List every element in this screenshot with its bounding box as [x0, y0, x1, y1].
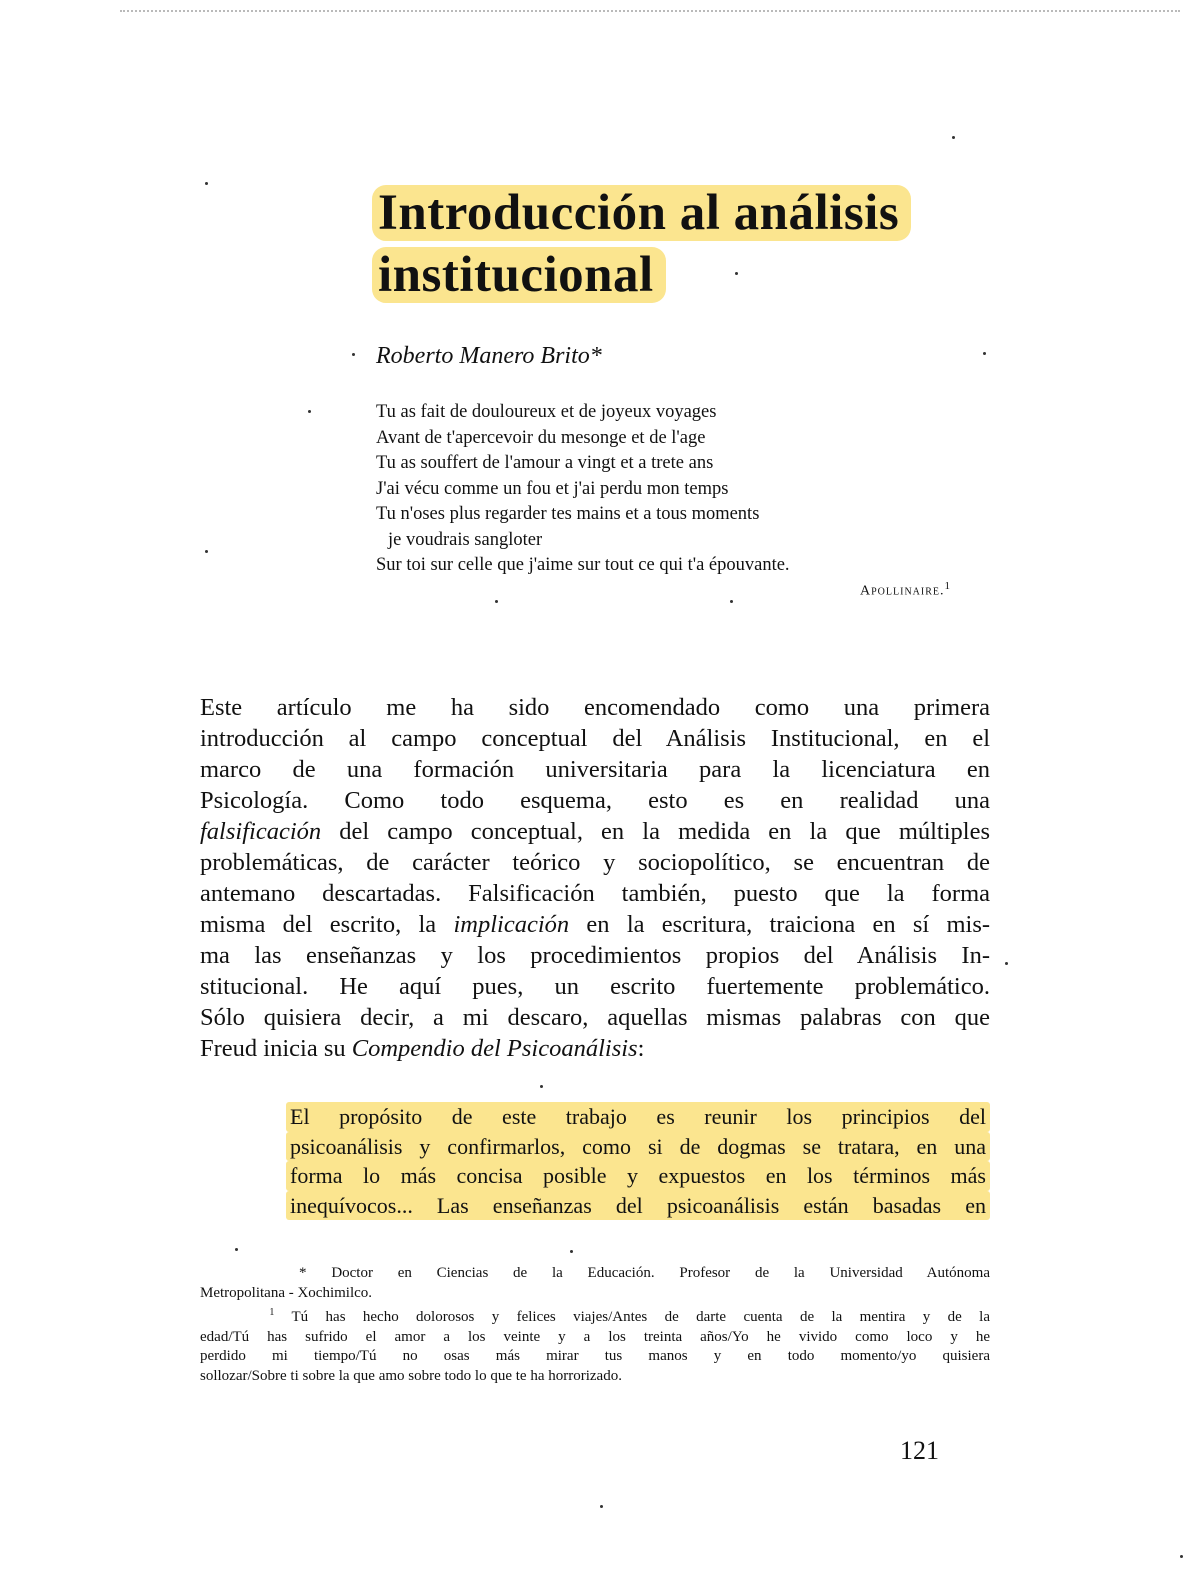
scan-speck: [1180, 1555, 1183, 1558]
footnote-star-line: Metropolitana - Xochimilco.: [200, 1284, 373, 1301]
footnotes: [200, 1264, 990, 1386]
emphasis: falsificación: [200, 818, 322, 845]
scan-speck: [352, 353, 355, 356]
footnote-star-line: * Doctor en Ciencias de la Educación. Profesor de la Universidad Autónoma: [299, 1265, 991, 1281]
footnote-reference: 1: [944, 580, 951, 592]
footnote-one-line: sollozar/Sobre ti sobre la que amo sobre todo lo que te ha horrorizado.: [200, 1367, 622, 1384]
footnote-one-line: perdido mi tiempo/Tú no osas más mirar tus manos y en todo momento/yo quisiera: [200, 1348, 990, 1364]
footnote-mark: *: [299, 1265, 307, 1281]
quote-line: psicoanálisis y confirmarlos, como si de dogmas se tratara, en una: [286, 1132, 990, 1162]
body-line: falsificación del campo conceptual, en la medida en la que múltiples: [200, 818, 991, 845]
body-line: Freud inicia su Compendio del Psicoanálisis:: [200, 1035, 645, 1062]
scan-speck: [952, 136, 955, 139]
body-line: marco de una formación universitaria para la licenciatura en: [200, 756, 990, 783]
footnote-one-line: $^1$ Tú has hecho dolorosos y felices viajes/Antes de darte cuenta de la mentira y de la: [269, 1307, 990, 1325]
body-text: [200, 692, 990, 1064]
epigraph-line: je voudrais sangloter: [388, 529, 543, 550]
scan-speck: [730, 600, 733, 603]
body-line: antemano descartadas. Falsificación también, puesto que la forma: [200, 880, 990, 907]
scan-speck: [983, 352, 986, 355]
scan-speck: [205, 550, 208, 553]
title-line-2: institucional: [372, 247, 666, 303]
scan-noise-top: [120, 10, 1180, 20]
body-line: misma del escrito, la implicación en la escritura, traiciona en sí mis-: [200, 911, 991, 938]
author-name: Roberto Manero Brito*: [376, 343, 602, 369]
epigraph-line: Tu as souffert de l'amour a vingt et a trete ans: [376, 453, 714, 473]
body-line: stitucional. He aquí pues, un escrito fuertemente problemático.: [200, 973, 990, 1000]
footnote-mark: 1: [269, 1307, 275, 1318]
quote-line: forma lo más concisa posible y expuestos en los términos más: [286, 1161, 990, 1191]
book-title: Compendio del Psicoanálisis: [351, 1035, 638, 1062]
scan-speck: [600, 1505, 603, 1508]
body-line: Sólo quisiera decir, a mi descaro, aquellas mismas palabras con que: [200, 1004, 990, 1031]
article-title: [372, 182, 1012, 306]
quote-line: inequívocos... Las enseñanzas del psicoanálisis están basadas en: [286, 1191, 990, 1221]
scan-speck: [495, 600, 498, 603]
body-line: ma las enseñanzas y los procedimientos propios del Análisis In-: [200, 942, 990, 969]
epigraph-line: Avant de t'apercevoir du mesonge et de l'age: [376, 427, 706, 448]
block-quote: [286, 1102, 990, 1220]
body-line: problemáticas, de carácter teórico y sociopolítico, se encuentran de: [200, 849, 990, 876]
body-line: Este artículo me ha sido encomendado como una primera: [200, 694, 990, 721]
body-line: Psicología. Como todo esquema, esto es en realidad una: [200, 787, 990, 814]
quote-line: El propósito de este trabajo es reunir los principios del: [286, 1102, 990, 1132]
title-line-1: Introducción al análisis: [372, 185, 911, 241]
epigraph: [376, 400, 996, 579]
emphasis: implicación: [453, 911, 570, 938]
scan-speck: [570, 1250, 573, 1253]
body-line: introducción al campo conceptual del Análisis Institucional, en el: [200, 725, 990, 752]
epigraph-author: Apollinaire.: [860, 583, 945, 599]
epigraph-line: Sur toi sur celle que j'aime sur tout ce qui t'a épouvante.: [376, 555, 790, 575]
epigraph-line: Tu n'oses plus regarder tes mains et a tous moments: [376, 504, 760, 524]
scan-speck: [308, 410, 311, 413]
scan-speck: [1005, 962, 1008, 965]
scan-speck: [540, 1085, 543, 1088]
epigraph-line: J'ai vécu comme un fou et j'ai perdu mon temps: [376, 478, 729, 499]
scan-speck: [205, 182, 208, 185]
scan-speck: [235, 1248, 238, 1251]
page-number: 121: [900, 1436, 939, 1465]
epigraph-line: Tu as fait de douloureux et de joyeux voyages: [376, 402, 717, 422]
footnote-one-line: edad/Tú has sufrido el amor a los veinte y a los treinta años/Yo he vivido como loco y he: [200, 1328, 990, 1345]
epigraph-attribution: [860, 580, 951, 600]
